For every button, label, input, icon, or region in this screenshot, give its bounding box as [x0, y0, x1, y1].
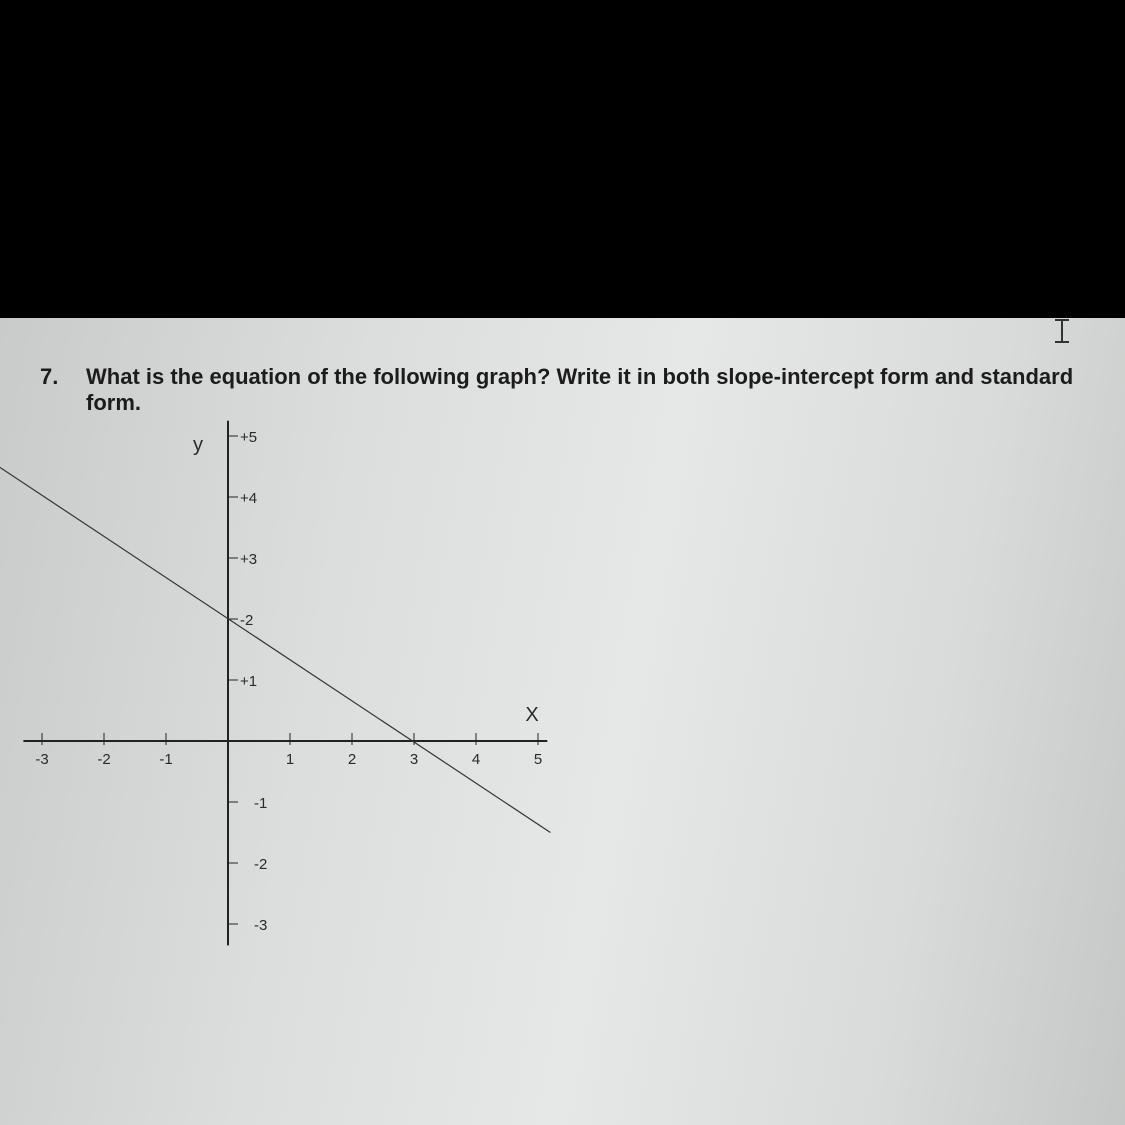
- y-tick-label: +4: [240, 490, 258, 507]
- x-tick-label: -3: [35, 751, 49, 768]
- question-number: 7.: [40, 364, 59, 389]
- question-text: What is the equation of the following graph? Write it in both slope-intercept form and standard form.: [86, 364, 1074, 415]
- series-line: [0, 467, 550, 833]
- x-axis-label: X: [525, 704, 539, 726]
- text-cursor-icon: [1050, 318, 1074, 344]
- x-tick-label: -2: [97, 751, 111, 768]
- y-tick-label: +1: [240, 673, 258, 690]
- x-tick-label: 5: [533, 751, 543, 768]
- x-tick-label: -1: [159, 751, 173, 768]
- y-tick-label: +5: [240, 429, 258, 446]
- x-tick-label: 1: [285, 751, 295, 768]
- x-tick-label: 4: [471, 751, 481, 768]
- y-tick-label: -3: [254, 917, 268, 934]
- x-tick-label: 3: [409, 751, 419, 768]
- y-tick-label: +3: [240, 551, 258, 568]
- x-tick-label: 2: [347, 751, 357, 768]
- y-tick-label: -1: [254, 795, 268, 812]
- y-axis-label: y: [193, 434, 203, 456]
- y-tick-label: -2: [240, 612, 254, 629]
- y-tick-label: -2: [254, 856, 268, 873]
